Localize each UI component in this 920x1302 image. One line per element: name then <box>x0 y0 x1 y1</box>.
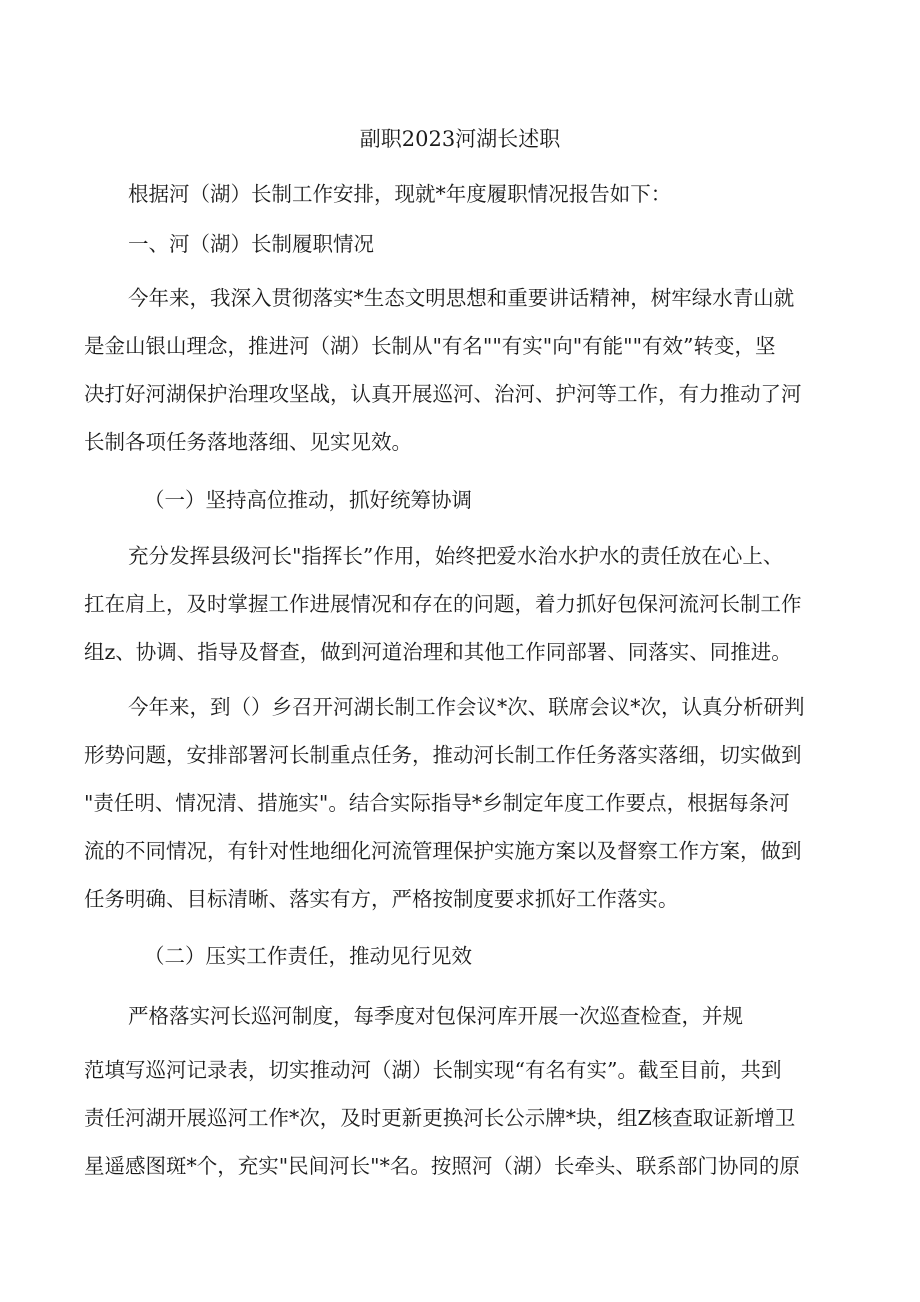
text-line: "责任明、情况清、措施实"。结合实际指导*乡制定年度工作要点，根据每条河 <box>84 791 790 815</box>
text-line: 星遥感图斑*个，充实"民间河长"*名。按照河（湖）长牵头、联系部门协同的原 <box>84 1154 800 1178</box>
document-title: 副职2023河湖长述职 <box>359 127 561 151</box>
section-heading <box>84 220 882 268</box>
subsection-heading <box>84 932 898 980</box>
text-line: 长制各项任务落地落细、见实见效。 <box>84 430 412 454</box>
text-line: 是金山银山理念，推进河（湖）长制从"有名""有实"向"有能""有效”转变，坚 <box>84 334 776 358</box>
text-line: 范填写巡河记录表，切实推动河（湖）长制实现“有名有实”。截至目前，共到 <box>84 1058 782 1082</box>
text-line: 组z、协调、指导及督查，做到河道治理和其他工作同部署、同落实、同推进。 <box>84 640 792 664</box>
paragraph <box>84 683 838 923</box>
paragraph <box>84 274 838 466</box>
text-line: 今年来，到（）乡召开河湖长制工作会议*次、联席会议*次，认真分析研判 <box>128 695 805 719</box>
text-line: 责任河湖开展巡河工作*次，及时更新更换河长公示牌*块，组Z核查取证新增卫 <box>84 1106 796 1130</box>
paragraph <box>84 992 838 1190</box>
text-line: 形势问题，安排部署河长制重点任务，推动河长制工作任务落实落细，切实做到 <box>84 743 802 767</box>
text-line: （一）坚持高位推动，抓好统筹协调 <box>144 488 472 512</box>
text-line: 流的不同情况，有针对性地细化河流管理保护实施方案以及督察工作方案，做到 <box>84 839 802 863</box>
subsection-heading <box>84 476 898 524</box>
text-line: 根据河（湖）长制工作安排，现就*年度履职情况报告如下： <box>128 182 672 206</box>
text-line: 充分发挥县级河长"指挥长”作用，始终把爱水治水护水的责任放在心上、 <box>128 544 784 568</box>
text-line: 决打好河湖保护治理攻坚战，认真开展巡河、治河、护河等工作，有力推动了河 <box>84 382 802 406</box>
paragraph <box>84 532 838 676</box>
text-line: 任务明确、目标清晰、落实有方，严格按制度要求抓好工作落实。 <box>84 887 679 911</box>
intro-paragraph <box>84 170 882 218</box>
text-line: 扛在肩上，及时掌握工作进展情况和存在的问题，着力抓好包保河流河长制工作 <box>84 592 802 616</box>
text-line: 一、河（湖）长制履职情况 <box>128 232 374 256</box>
text-line: 严格落实河长巡河制度，每季度对包保河库开展一次巡查检查，并规 <box>128 1004 743 1028</box>
text-line: （二）压实工作责任，推动见行见效 <box>144 944 472 968</box>
text-line: 今年来，我深入贯彻落实*生态文明思想和重要讲话精神，树牢绿水青山就 <box>128 286 795 310</box>
